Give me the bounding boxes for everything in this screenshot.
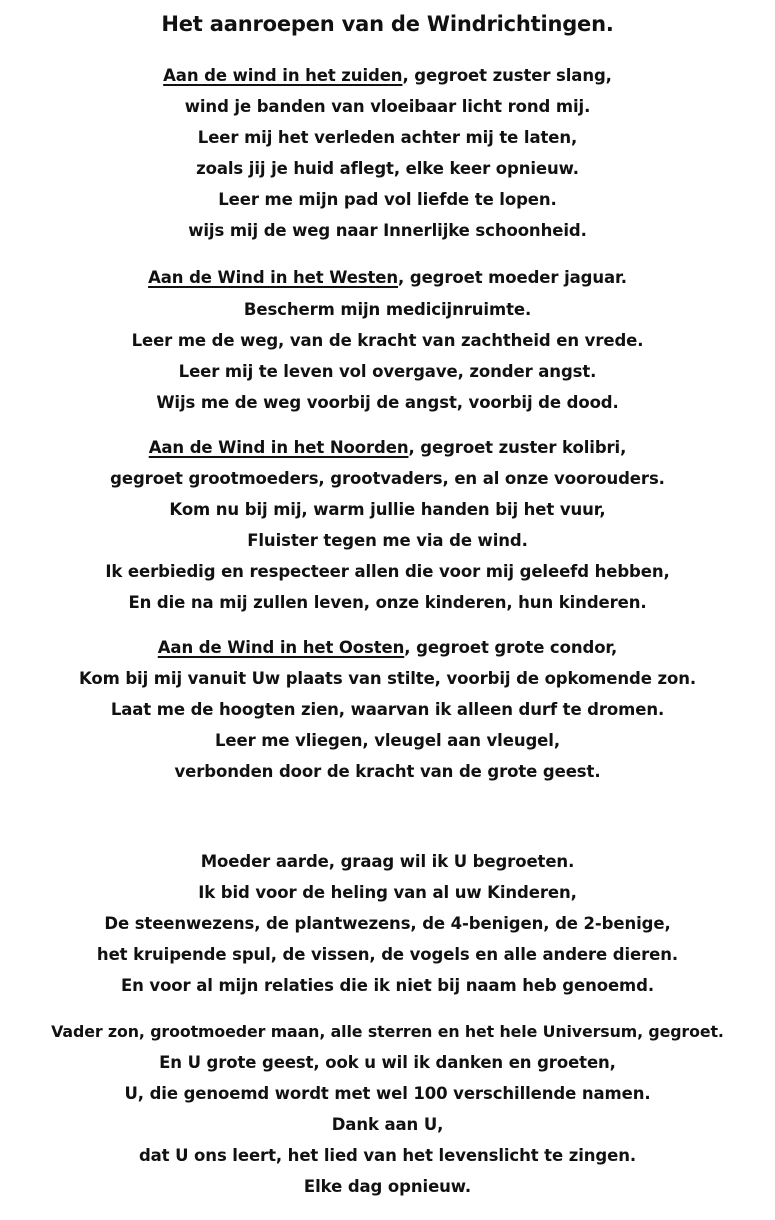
west-line: Wijs me de weg voorbij de angst, voorbij de dood. [156,393,619,412]
closing-line: U, die genoemd wordt met wel 100 verschillende namen. [124,1084,651,1103]
earth-line: Moeder aarde, graag wil ik U begroeten. [200,852,575,871]
south-line: Leer mij het verleden achter mij te laten, [197,128,578,147]
earth-line: het kruipende spul, de vissen, de vogels en alle andere dieren. [96,945,679,964]
closing-line: En U grote geest, ook u wil ik danken en groeten, [159,1053,616,1072]
north-line: gegroet grootmoeders, grootvaders, en al onze voorouders. [110,469,665,488]
east-line: Kom bij mij vanuit Uw plaats van stilte, voorbij de opkomende zon. [78,669,697,688]
south-line: Leer me mijn pad vol liefde te lopen. [218,190,557,209]
earth-line: De steenwezens, de plantwezens, de 4-benigen, de 2-benige, [104,914,671,933]
closing-line: Dank aan U, [331,1115,444,1134]
north-line: Kom nu bij mij, warm jullie handen bij het vuur, [169,500,606,519]
east-heading: Aan de Wind in het Oosten [157,638,405,657]
earth-line: En voor al mijn relaties die ik niet bij naam heb genoemd. [120,976,655,995]
east-first-line [0,638,775,657]
north-line: Fluister tegen me via de wind. [247,531,528,550]
west-line: Leer me de weg, van de kracht van zachtheid en vrede. [131,331,644,350]
closing-line: dat U ons leert, het lied van het levenslicht te zingen. [138,1146,637,1165]
east-line: Leer me vliegen, vleugel aan vleugel, [214,731,560,750]
west-line: Leer mij te leven vol overgave, zonder angst. [178,362,597,381]
east-line: Laat me de hoogten zien, waarvan ik alleen durf te dromen. [110,700,665,719]
south-line: wijs mij de weg naar Innerlijke schoonheid. [188,221,587,240]
south-first-rest: , gegroet zuster slang, [402,66,612,85]
south-line: wind je banden van vloeibaar licht rond mij. [184,97,591,116]
closing-line: Vader zon, grootmoeder maan, alle sterren en het hele Universum, gegroet. [51,1022,724,1041]
south-line: zoals jij je huid aflegt, elke keer opnieuw. [196,159,579,178]
earth-line: Ik bid voor de heling van al uw Kinderen, [198,883,577,902]
south-first-line [0,66,775,85]
closing-line: Elke dag opnieuw. [303,1177,472,1196]
east-first-rest: , gegroet grote condor, [404,638,618,657]
west-first-line [0,268,775,287]
north-first-rest: , gegroet zuster kolibri, [408,438,627,457]
west-first-rest: , gegroet moeder jaguar. [398,268,627,287]
south-heading: Aan de wind in het zuiden [163,66,403,85]
west-line: Bescherm mijn medicijnruimte. [243,300,532,319]
document-title: Het aanroepen van de Windrichtingen. [161,12,614,36]
north-line: Ik eerbiedig en respecteer allen die voor mij geleefd hebben, [105,562,670,581]
north-heading: Aan de Wind in het Noorden [148,438,409,457]
north-first-line [0,438,775,457]
east-line: verbonden door de kracht van de grote geest. [174,762,601,781]
north-line: En die na mij zullen leven, onze kinderen, hun kinderen. [128,593,647,612]
west-heading: Aan de Wind in het Westen [148,268,399,287]
